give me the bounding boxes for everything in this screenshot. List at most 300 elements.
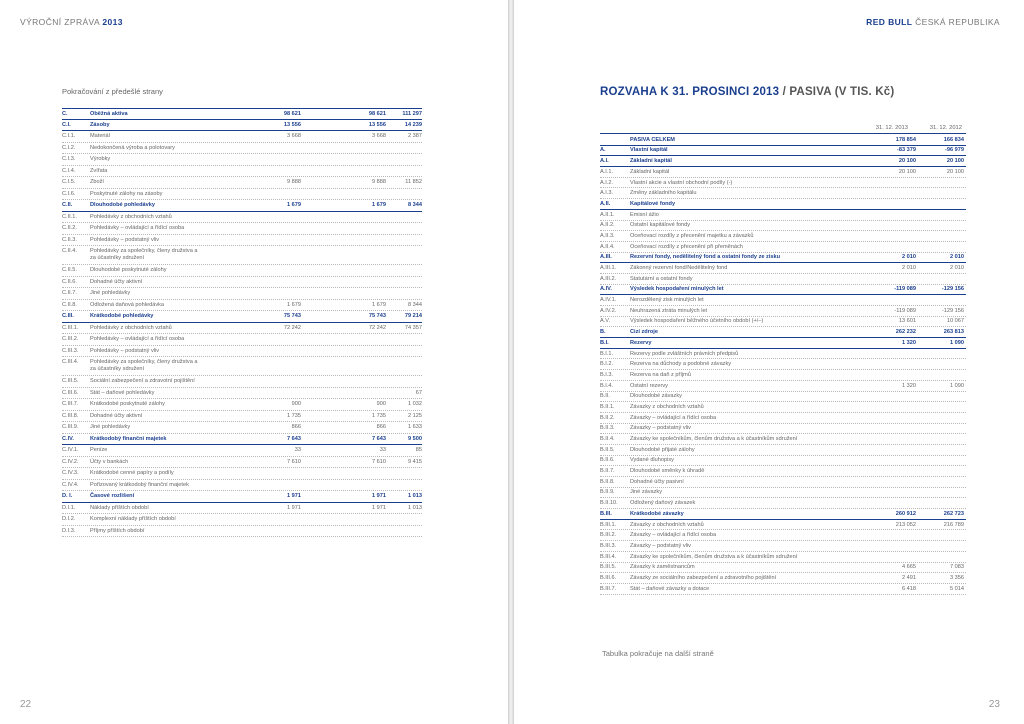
cell-code: C. [62, 111, 68, 117]
cell-v2: 2 010 [950, 265, 964, 272]
cell-code: C.III.5. [62, 378, 79, 384]
cell-v2: 20 100 [946, 158, 964, 165]
table-row [600, 274, 966, 285]
cell-code: B.III. [600, 510, 612, 517]
cell-v2: 98 621 [368, 111, 386, 117]
table-row [600, 370, 966, 381]
table-row [600, 285, 966, 296]
cell-code: C.I.3. [62, 156, 76, 162]
table-row [600, 327, 966, 338]
cell-label: Statutární a ostatní fondy [630, 275, 693, 282]
cell-code: D.I.1. [62, 504, 76, 511]
cell-label: Materiál [90, 133, 110, 139]
table-row [600, 413, 966, 424]
table-row [600, 498, 966, 509]
cell-label: Poskytnuté zálohy na zásoby [90, 190, 163, 197]
cell-v1: 1 679 [287, 301, 301, 308]
cell-label: Pohledávky – ovládající a řídící osoba [90, 225, 185, 231]
cell-code: B. [600, 329, 606, 336]
cell-v2: 72 242 [368, 324, 386, 331]
liabilities-table [600, 135, 966, 595]
assets-table [62, 108, 422, 537]
table-row [62, 154, 422, 166]
table-row [600, 263, 966, 274]
table-row [600, 466, 966, 477]
left-page-header [20, 17, 123, 27]
cell-code: A.IV.2. [600, 307, 617, 314]
cell-code: C.III. [62, 313, 74, 319]
cell-v1: 4 665 [902, 564, 916, 571]
cell-v2: 13 556 [368, 121, 386, 128]
cell-v1: 900 [291, 401, 301, 407]
cell-label: Odložená daňová pohledávka [90, 301, 165, 308]
table-row [600, 445, 966, 456]
cell-code: B.I.4. [600, 382, 614, 389]
cell-code: C.II.1. [62, 213, 77, 220]
cell-v1: 866 [291, 424, 301, 430]
cell-code: C.II. [62, 202, 73, 208]
cell-v1: 1 971 [287, 493, 301, 499]
cell-label: Závazky z obchodních vztahů [630, 521, 704, 528]
cell-code: B.II.4. [600, 436, 615, 443]
cell-v2: 900 [376, 401, 386, 407]
table-row [600, 178, 966, 189]
table-row [600, 188, 966, 199]
table-row [600, 338, 966, 349]
column-2012: 31. 12. 2012 [929, 125, 962, 131]
cell-code: C.III.9. [62, 424, 79, 430]
cell-code: C.II.5. [62, 267, 77, 273]
cell-label: Dlouhodobé směnky k úhradě [630, 468, 705, 475]
table-row [62, 514, 422, 526]
table-row [600, 392, 966, 403]
cell-label: Komplexní náklady příštích období [90, 516, 176, 522]
cell-v3: 1 032 [408, 401, 422, 407]
table-row [600, 253, 966, 264]
cell-label: Sociální zabezpečení a zdravotní pojištění [90, 378, 195, 384]
cell-v1: 6 418 [902, 585, 916, 592]
column-2013: 31. 12. 2013 [875, 125, 908, 131]
cell-label: Dlouhodobé přijaté zálohy [630, 446, 695, 453]
cell-label: Pohledávky – podstatný vliv [90, 347, 160, 354]
cell-code: B.II.2. [600, 414, 615, 421]
cell-label: Krátkodobé závazky [630, 510, 684, 517]
table-row [62, 223, 422, 235]
cell-label: Pohledávky za společníky, členy družstva a za účastníky sdružení [90, 359, 198, 372]
cell-v2: 1 679 [372, 301, 386, 308]
cell-v2: 7 610 [372, 458, 386, 465]
cell-label: Oceňovací rozdíly z přecenění majetku a závazků [630, 232, 754, 239]
cell-label: Krátkodobý finanční majetek [90, 435, 167, 442]
cell-code: B.II.6. [600, 457, 615, 464]
cell-v2: -96 979 [945, 147, 964, 154]
cell-code: D.I.2. [62, 516, 76, 522]
cell-v3: 9 415 [408, 458, 422, 465]
table-row [600, 424, 966, 435]
cell-label: Rezervní fondy, nedělitelný fond a ostatní fondy ze zisku [630, 254, 781, 261]
table-row [600, 477, 966, 488]
cell-code: C.II.3. [62, 236, 77, 243]
cell-code: A.V. [600, 318, 611, 325]
table-row [600, 167, 966, 178]
cell-label: Dohadné účty aktivní [90, 412, 143, 419]
cell-code: B.I.3. [600, 371, 614, 378]
cell-v2: 7 083 [950, 564, 964, 571]
table-row [600, 381, 966, 392]
cell-label: Časové rozlišení [90, 493, 135, 499]
cell-v3: 111 297 [402, 111, 422, 117]
cell-code: B.III.1. [600, 521, 617, 528]
cell-v1: 2 010 [902, 254, 916, 261]
cell-label: Oběžná aktiva [90, 111, 128, 117]
cell-label: Výsledek hospodaření běžného účetního období (+/–) [630, 318, 764, 325]
cell-code: B.III.3. [600, 542, 617, 549]
cell-code: B.II.7. [600, 468, 615, 475]
page-number-left: 22 [20, 699, 32, 710]
table-row [62, 357, 422, 376]
cell-label: Emisní ážio [630, 211, 659, 218]
cell-label: Zásoby [90, 121, 110, 128]
cell-v2: 263 813 [943, 329, 964, 336]
cell-code: A.IV.1. [600, 297, 617, 304]
cell-v1: 1 320 [902, 339, 916, 346]
cell-v1: 33 [294, 447, 301, 453]
cell-label: Stát – daňové pohledávky [90, 389, 155, 396]
table-row [600, 231, 966, 242]
cell-v2: 20 100 [946, 168, 964, 175]
table-row [62, 376, 422, 388]
cell-label: Krátkodobé poskytnuté zálohy [90, 401, 165, 407]
cell-v1: 1 679 [287, 202, 301, 208]
cell-label: Dohadné účty aktivní [90, 278, 143, 285]
cell-code: C.IV.3. [62, 470, 79, 476]
cell-v3: 11 852 [405, 179, 422, 185]
cell-code: D. I. [62, 493, 73, 499]
cell-label: Jiné pohledávky [90, 290, 131, 296]
cell-v1: 3 668 [287, 133, 301, 139]
cell-v1: 178 854 [895, 136, 916, 143]
cell-code: C.II.6. [62, 278, 77, 285]
table-row [62, 399, 422, 411]
table-row [62, 177, 422, 189]
cell-v3: 67 [415, 389, 422, 396]
cell-label: Základní kapitál [630, 158, 672, 165]
cell-code: C.III.2. [62, 336, 79, 342]
cell-v2: 10 067 [946, 318, 964, 325]
cell-v2: 1 971 [372, 504, 386, 511]
table-row [600, 199, 966, 210]
cell-label: Oceňovací rozdíly z přecenění při přeměnách [630, 243, 743, 250]
liabilities-table-header [600, 124, 966, 134]
cell-label: Zboží [90, 179, 104, 185]
cell-code: B.II.9. [600, 489, 615, 496]
cell-label: Závazky k zaměstnancům [630, 564, 695, 571]
cell-label: Rezerva na daň z příjmů [630, 371, 691, 378]
cell-label: Pořizovaný krátkodobý finanční majetek [90, 481, 189, 488]
cell-v3: 74 357 [404, 324, 422, 331]
cell-v1: 13 601 [898, 318, 916, 325]
cell-label: Cizí zdroje [630, 329, 658, 336]
table-row [600, 306, 966, 317]
cell-label: Závazky ke společníkům, členům družstva a k účastníkům sdružení [630, 553, 798, 560]
title-main: ROZVAHA K 31. PROSINCI 2013 [600, 86, 780, 98]
cell-code: C.III.3. [62, 347, 79, 354]
cell-label: Pohledávky – ovládající a řídící osoba [90, 336, 185, 342]
cell-code: C.I.1. [62, 133, 76, 139]
table-row [62, 434, 422, 446]
cell-label: Stát – daňové závazky a dotace [630, 585, 710, 592]
cell-v3: 85 [415, 447, 422, 453]
cell-code: B.II.1. [600, 403, 615, 410]
table-row [600, 434, 966, 445]
cell-code: C.II.8. [62, 301, 77, 308]
cell-label: Nerozdělený zisk minulých let [630, 297, 704, 304]
cell-label: Závazky – podstatný vliv [630, 425, 691, 432]
table-row [62, 457, 422, 469]
table-row [600, 210, 966, 221]
cell-label: Dlouhodobé poskytnuté zálohy [90, 267, 167, 273]
cell-v1: 7 643 [287, 435, 301, 442]
cell-code: C.I.5. [62, 179, 76, 185]
cell-code: B.III.2. [600, 532, 617, 539]
cell-code: B.II.10. [600, 500, 618, 507]
cell-label: Výsledek hospodaření minulých let [630, 286, 724, 293]
table-row [62, 200, 422, 212]
table-row [62, 480, 422, 492]
table-row [600, 573, 966, 584]
table-row [600, 156, 966, 167]
cell-label: Dohadné účty pasivní [630, 478, 684, 485]
table-row [600, 552, 966, 563]
table-row [600, 563, 966, 574]
table-row [62, 189, 422, 201]
cell-code: C.IV.2. [62, 458, 79, 465]
cell-v3: 8 344 [408, 202, 422, 208]
cell-code: C.IV.4. [62, 481, 79, 488]
cell-v3: 1 633 [408, 424, 422, 430]
cell-label: Závazky – ovládající a řídící osoba [630, 532, 717, 539]
cell-code: B.I.1. [600, 350, 614, 357]
table-row [62, 422, 422, 434]
table-row [62, 212, 422, 224]
table-row [62, 120, 422, 132]
table-row [62, 131, 422, 143]
cell-label: Odložený daňový závazek [630, 500, 696, 507]
table-row [62, 526, 422, 538]
cell-label: Rezervy podle zvláštních právních předpisů [630, 350, 739, 357]
cell-v2: 262 723 [943, 510, 964, 517]
cell-code: A.III.1. [600, 265, 617, 272]
cell-label: Ostatní kapitálové fondy [630, 222, 691, 229]
table-row [62, 445, 422, 457]
cell-label: Krátkodobé pohledávky [90, 313, 154, 319]
cell-label: Závazky ze sociálního zabezpečení a zdravotního pojištění [630, 574, 777, 581]
continued-note: Pokračování z předešlé strany [62, 87, 163, 96]
cell-code: B.III.6. [600, 574, 617, 581]
cell-code: A.II.4. [600, 243, 615, 250]
cell-v1: 9 888 [287, 179, 301, 185]
table-row [62, 411, 422, 423]
table-row [62, 235, 422, 247]
cell-label: Příjmy příštích období [90, 527, 145, 534]
cell-v1: -83 379 [897, 147, 916, 154]
table-row [600, 242, 966, 253]
cell-v3: 79 214 [404, 313, 422, 319]
cell-v2: -129 156 [941, 286, 964, 293]
table-row [62, 265, 422, 277]
cell-code: A.II.3. [600, 232, 615, 239]
cell-label: Vlastní akcie a vlastní obchodní podíly (-) [630, 179, 733, 186]
cell-code: A.I.2. [600, 179, 614, 186]
cell-v3: 1 013 [408, 504, 422, 511]
cell-v1: -119 089 [894, 286, 916, 293]
cell-code: B.III.7. [600, 585, 617, 592]
continued-footer-note: Tabulka pokračuje na další straně [602, 649, 714, 658]
cell-v2: 1 090 [950, 339, 964, 346]
table-row [62, 346, 422, 358]
cell-code: C.II.4. [62, 248, 77, 254]
cell-label: Zvířata [90, 167, 108, 174]
cell-v2: 9 888 [372, 179, 386, 185]
cell-v2: 1 971 [372, 493, 386, 499]
cell-label: Náklady příštích období [90, 504, 149, 511]
cell-v1: 75 743 [283, 313, 301, 319]
cell-v2: 5 014 [950, 585, 964, 592]
page-number-right: 23 [988, 699, 1000, 710]
cell-code: B.II.8. [600, 478, 615, 485]
cell-v1: -119 089 [894, 307, 916, 314]
cell-v2: 3 356 [950, 574, 964, 581]
cell-code: A.I. [600, 158, 609, 165]
cell-v2: 1 679 [372, 202, 386, 208]
cell-v3: 2 125 [408, 412, 422, 419]
table-row [62, 491, 422, 503]
cell-v1: 13 556 [283, 121, 301, 128]
cell-code: C.IV. [62, 435, 74, 442]
cell-code: C.III.4. [62, 359, 79, 365]
cell-label: Změny základního kapitálu [630, 190, 697, 197]
table-row [600, 509, 966, 520]
cell-v3: 1 013 [408, 493, 422, 499]
cell-label: Rezerva na důchody a podobné závazky [630, 361, 732, 368]
cell-code: C.II.2. [62, 225, 77, 231]
title-subtitle: / PASIVA (V TIS. Kč) [779, 86, 895, 98]
cell-v3: 9 500 [408, 435, 422, 442]
cell-v1: 1 971 [287, 504, 301, 511]
cell-label: PASIVA CELKEM [630, 136, 675, 143]
cell-label: Peníze [90, 447, 108, 453]
cell-label: Jiné pohledávky [90, 424, 131, 430]
table-row [600, 456, 966, 467]
cell-v1: 20 100 [898, 158, 916, 165]
cell-label: Závazky – ovládající a řídící osoba [630, 414, 717, 421]
cell-code: B.II.5. [600, 446, 615, 453]
cell-code: B.III.4. [600, 553, 617, 560]
table-row [600, 520, 966, 531]
right-page-header [866, 17, 1000, 27]
cell-label: Nedokončená výroba a polotovary [90, 144, 175, 151]
cell-code: A.III. [600, 254, 612, 261]
cell-label: Pohledávky z obchodních vztahů [90, 324, 172, 331]
cell-label: Závazky – podstatný vliv [630, 542, 691, 549]
table-row [62, 288, 422, 300]
cell-v2: 75 743 [368, 313, 386, 319]
cell-v1: 1 320 [902, 382, 916, 389]
cell-code: C.III.7. [62, 401, 79, 407]
cell-code: A.I.1. [600, 168, 614, 175]
cell-label: Vydané dluhopisy [630, 457, 674, 464]
cell-label: Neuhrazená ztráta minulých let [630, 307, 708, 314]
table-row [600, 221, 966, 232]
cell-label: Závazky ke společníkům, členům družstva a k účastníkům sdružení [630, 436, 798, 443]
table-row [62, 503, 422, 515]
table-row [600, 317, 966, 328]
cell-code: C.I.2. [62, 144, 76, 151]
cell-code: C.III.1. [62, 324, 79, 331]
table-row [600, 402, 966, 413]
table-row [62, 108, 422, 120]
cell-code: B.II.3. [600, 425, 615, 432]
cell-code: A.II. [600, 200, 611, 207]
table-row [62, 334, 422, 346]
cell-v1: 98 621 [283, 111, 301, 117]
cell-v3: 2 387 [408, 133, 422, 139]
table-row [62, 300, 422, 312]
left-page [0, 0, 508, 724]
cell-v1: 2 010 [902, 265, 916, 272]
table-row [62, 166, 422, 178]
cell-label: Pohledávky – podstatný vliv [90, 236, 160, 243]
cell-code: A. [600, 147, 606, 154]
cell-v1: 260 912 [895, 510, 916, 517]
cell-code: C.I. [62, 121, 71, 128]
cell-label: Jiné závazky [630, 489, 663, 496]
cell-v2: 1 090 [950, 382, 964, 389]
cell-v2: 1 735 [372, 412, 386, 419]
cell-code: A.II.2. [600, 222, 615, 229]
table-row [600, 530, 966, 541]
table-row [62, 277, 422, 289]
report-year: 2013 [102, 17, 123, 27]
cell-v2: 866 [376, 424, 386, 430]
cell-code: B.III.5. [600, 564, 617, 571]
cell-code: C.I.6. [62, 190, 76, 197]
table-row [600, 584, 966, 595]
cell-code: C.I.4. [62, 167, 76, 174]
table-row [600, 146, 966, 157]
cell-label: Závazky z obchodních vztahů [630, 403, 704, 410]
table-row [62, 311, 422, 323]
cell-v1: 1 735 [287, 412, 301, 419]
cell-label: Zákonný rezervní fond/Nedělitelný fond [630, 265, 728, 272]
brand-name: RED BULL [866, 17, 913, 27]
table-row [600, 359, 966, 370]
cell-code: D.I.3. [62, 527, 76, 534]
table-row [600, 349, 966, 360]
cell-code: A.II.1. [600, 211, 615, 218]
cell-v1: 7 610 [287, 458, 301, 465]
cell-code: A.III.2. [600, 275, 617, 282]
cell-label: Krátkodobé cenné papíry a podíly [90, 470, 174, 476]
cell-label: Pohledávky za společníky, členy družstva a za účastníky sdružení [90, 248, 198, 261]
cell-label: Pohledávky z obchodních vztahů [90, 213, 172, 220]
cell-label: Výrobky [90, 156, 111, 162]
table-row [600, 541, 966, 552]
cell-code: C.III.6. [62, 389, 79, 396]
cell-v2: 2 010 [950, 254, 964, 261]
cell-label: Ostatní rezervy [630, 382, 668, 389]
cell-v1: 2 491 [902, 574, 916, 581]
